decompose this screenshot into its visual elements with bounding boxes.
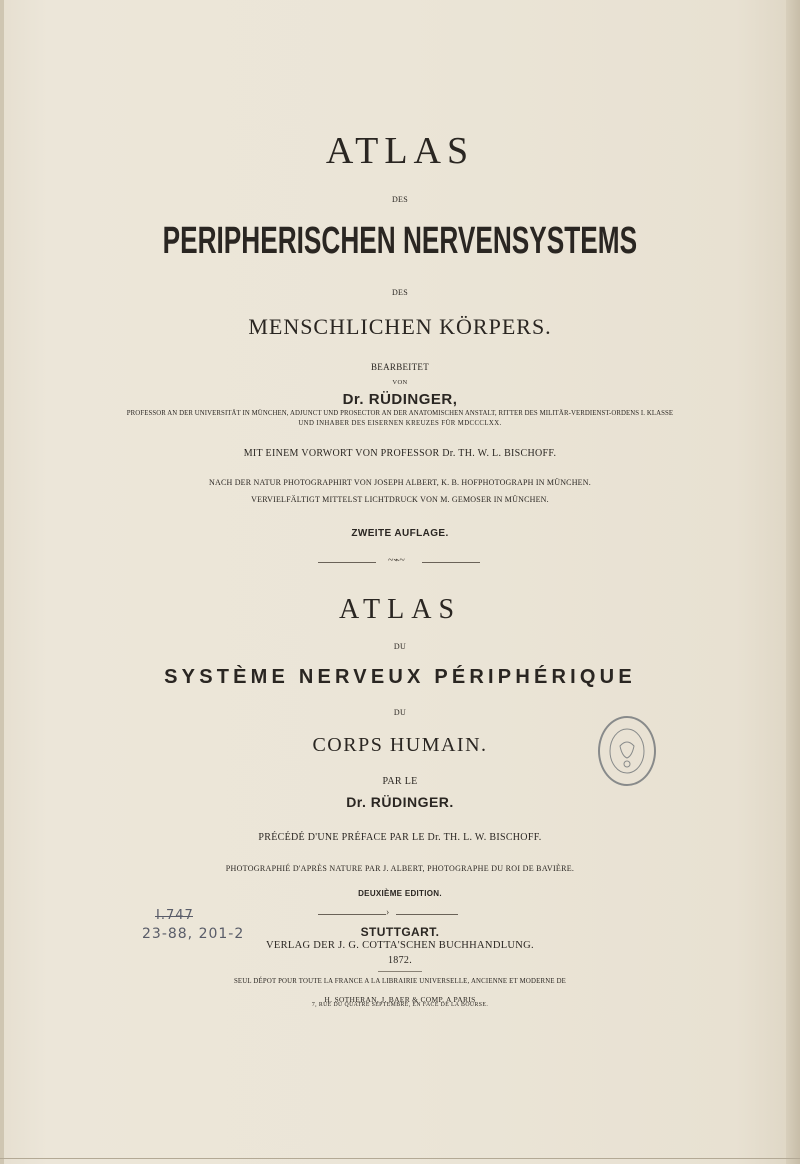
handwritten-mark-1: I.747	[156, 908, 194, 923]
french-edition: DEUXIÈME EDITION.	[358, 889, 442, 898]
german-print: VERVIELFÄLTIGT MITTELST LICHTDRUCK VON M. GEMOSER IN MÜNCHEN.	[251, 495, 549, 504]
german-subtitle: MENSCHLICHEN KÖRPERS.	[248, 314, 552, 339]
german-von: VON	[392, 379, 408, 386]
german-author: Dr. RÜDINGER,	[342, 391, 458, 408]
imprint-depot-1: SEUL DÉPOT POUR TOUTE LA FRANCE A LA LIBRAIRIE UNIVERSELLE, ANCIENNE ET MODERNE DE	[233, 978, 567, 985]
french-author: Dr. RÜDINGER.	[346, 794, 454, 810]
page-bottom-edge	[0, 1158, 800, 1159]
german-vorwort: MIT EINEM VORWORT VON PROFESSOR Dr. TH. W. L. BISCHOFF.	[243, 448, 557, 459]
german-main-title-wrap	[0, 222, 800, 260]
german-des-1: DES	[391, 195, 408, 204]
french-author-wrap	[0, 795, 800, 811]
french-main-title: SYSTÈME NERVEUX PÉRIPHÉRIQUE	[164, 666, 636, 688]
divider-left-rule	[318, 562, 376, 563]
library-stamp-icon	[600, 718, 654, 784]
german-main-title: PERIPHERISCHEN NERVENSYSTEMS	[162, 220, 638, 262]
german-title-atlas: ATLAS	[325, 130, 475, 172]
french-par-le: PAR LE	[382, 776, 418, 787]
german-credentials-1: PROFESSOR AN DER UNIVERSITÄT IN MÜNCHEN, ADJUNCT UND PROSECTOR AN DER ANATOMISCHEN ANSTALT, RITTER DES MILITÄR-VERDIENST-ORDENS I. KLASSE	[126, 410, 674, 417]
german-edition: ZWEITE AUFLAGE.	[351, 528, 449, 539]
french-du-2: DU	[393, 708, 407, 717]
german-photo: NACH DER NATUR PHOTOGRAPHIRT VON JOSEPH ALBERT, K. B. HOFPHOTOGRAPH IN MÜNCHEN.	[209, 478, 591, 487]
french-du-1: DU	[393, 642, 407, 651]
handwritten-underline	[155, 916, 193, 917]
library-stamp	[598, 716, 656, 786]
imprint-depot-2: H. SOTHERAN, J. BAER & COMP. A PARIS	[324, 995, 476, 1004]
german-bearbeitet: BEARBEITET	[371, 362, 429, 372]
imprint-depot-3: 7, RUE DU QUATRE SEPTEMBRE, EN FACE DE LA BOURSE.	[311, 1002, 489, 1008]
french-photo: PHOTOGRAPHIÉ D'APRÈS NATURE PAR J. ALBERT, PHOTOGRAPHE DU ROI DE BAVIÈRE.	[225, 864, 575, 873]
imprint-rule-right	[396, 914, 458, 915]
handwritten-mark-2: 23-88, 201-2	[142, 926, 245, 942]
french-preface: PRÉCÉDÉ D'UNE PRÉFACE PAR LE Dr. TH. L. W. BISCHOFF.	[258, 832, 542, 843]
divider-right-rule	[422, 562, 480, 563]
german-credentials-2: UND INHABER DES EISERNEN KREUZES FÜR MDCCCLXX.	[298, 420, 502, 427]
imprint-city-wrap	[0, 924, 800, 940]
imprint-publisher: VERLAG DER J. G. COTTA'SCHEN BUCHHANDLUNG.	[266, 940, 534, 951]
french-subtitle: CORPS HUMAIN.	[312, 734, 488, 756]
imprint-rule-left	[318, 914, 386, 915]
french-edition-wrap	[0, 884, 800, 900]
german-edition-wrap	[0, 524, 800, 540]
german-author-wrap	[0, 392, 800, 408]
german-des-2: DES	[391, 288, 408, 297]
imprint-city: STUTTGART.	[360, 925, 440, 939]
french-main-title-wrap	[0, 667, 800, 687]
divider-ornament-icon: ~⌁~	[388, 555, 405, 566]
french-title-atlas: ATLAS	[338, 594, 462, 625]
imprint-short-rule	[378, 971, 422, 972]
imprint-year: 1872.	[388, 955, 412, 966]
imprint-ornament-icon: ›	[386, 907, 390, 918]
